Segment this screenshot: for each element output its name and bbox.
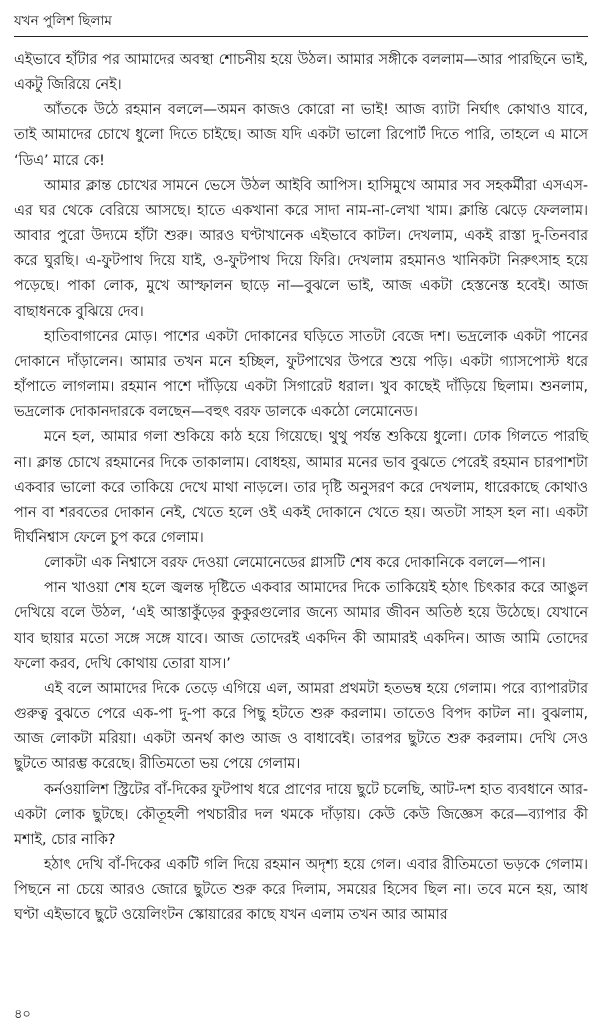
page-number: ৪০: [14, 1007, 31, 1022]
body-text: [14, 48, 588, 928]
paragraph: লোকটা এক নিশ্বাসে বরফ দেওয়া লেমোনেডের গ্লাসটি শেষ করে দোকানিকে বললে—পান।: [44, 555, 546, 572]
header-rule: [14, 36, 588, 37]
running-head-title: যখন পুলিশ ছিলাম: [14, 13, 112, 29]
paragraph: মনে হল, আমার গলা শুকিয়ে কাঠ হয়ে গিয়েছে। থুথু পর্যন্ত শুকিয়ে ধুলো। ঢোক গিলতে পারছি না। ক্লান্ত চোখে রহমানের দিকে তাকালাম। বোধহয়, আমার মনের ভাব বুঝতে পেরেই রহমান চারপাশটা একবার ভালো করে তাকিয়ে দেখে মাথা নাড়লে। তার দৃষ্টি অনুসরণ করে দেখলাম, ধারেকাছে কোথাও পান বা শরবতের দোকান নেই, খেতে হলে ওই একই দোকানে খেতে হয়। অতটা সাহস হল না। একটা দীর্ঘনিশ্বাস ফেলে চুপ করে গেলাম।: [14, 429, 588, 546]
paragraph: এইভাবে হাঁটার পর আমাদের অবস্থা শোচনীয় হয়ে উঠল। আমার সঙ্গীকে বললাম—আর পারছিনে ভাই, একটু জিরিয়ে নেই।: [14, 52, 588, 94]
paragraph: হাতিবাগানের মোড়। পাশের একটা দোকানের ঘড়িতে সাতটা বেজে দশ। ভদ্রলোক একটা পানের দোকানে দাঁড়ালেন। আমার তখন মনে হচ্ছিল, ফুটপাথের উপরে শুয়ে পড়ি। একটা গ্যাসপোস্ট ধরে হাঁপাতে লাগলাম। রহমান পাশে দাঁড়িয়ে একটা সিগারেট ধরাল। খুব কাছেই দাঁড়িয়ে ছিলাম। শুনলাম, ভদ্রলোক দোকানদারকে বলছেন—বহুৎ বরফ ডালকে একঠো লেমোনেড।: [14, 328, 589, 421]
paragraph: আমার ক্লান্ত চোখের সামনে ভেসে উঠল আইবি আপিস। হাসিমুখে আমার সব সহকর্মীরা এসএস-এর ঘর থেকে বেরিয়ে আসছে। হাতে একখানা করে সাদা নাম-না-লেখা খাম। ক্লান্তি ঝেড়ে ফেললাম। আবার পুরো উদ্যমে হাঁটা শুরু। আরও ঘণ্টাখানেক এইভাবে কাটল। দেখলাম, একই রাস্তা দু-তিনবার করে ঘুরছি। এ-ফুটপাথ দিয়ে যাই, ও-ফুটপাথ দিয়ে ফিরি। দেখলাম রহমানও খানিকটা নিরুৎসাহ হয়ে পড়েছে। পাকা লোক, মুখে আস্ফালন ছাড়ে না—বুঝলে ভাই, আজ একটা হেস্তনেস্ত হবেই। আজ বাছাধনকে বুঝিয়ে দেব।: [14, 177, 588, 320]
paragraph: আঁতকে উঠে রহমান বললে—অমন কাজও কোরো না ভাই! আজ ব্যাটা নির্ঘাৎ কোথাও যাবে, তাই আমাদের চোখে ধুলো দিতে চাইছে। আজ যদি একটা ভালো রিপোর্ট দিতে পারি, তাহলে এ মাসে ‘ডিএ’ মারে কে!: [14, 102, 588, 169]
paragraph: হঠাৎ দেখি বাঁ-দিকের একটি গলি দিয়ে রহমান অদৃশ্য হয়ে গেল। এবার রীতিমতো ভড়কে গেলাম। পিছনে না চেয়ে আরও জোরে ছুটতে শুরু করে দিলাম, সময়ের হিসেব ছিল না। তবে মনে হয়, আধ ঘণ্টা এইভাবে ছুটে ওয়েলিংটন স্কোয়ারের কাছে যখন এলাম তখন আর আমার: [14, 857, 588, 924]
paragraph: এই বলে আমাদের দিকে তেড়ে এগিয়ে এল, আমরা প্রথমটা হতভম্ব হয়ে গেলাম। পরে ব্যাপারটার গুরুত্ব বুঝতে পেরে এক-পা দু-পা করে পিছু হটতে শুরু করলাম। তাতেও বিপদ কাটল না। বুঝলাম, আজ লোকটা মরিয়া। একটা অনর্থ কাণ্ড আজ ও বাধাবেই। তারপর ছুটতে শুরু করলাম। দেখি সেও ছুটতে আরম্ভ করেছে। রীতিমতো ভয় পেয়ে গেলাম।: [14, 680, 588, 773]
paragraph: কর্নওয়ালিশ স্ট্রিটের বাঁ-দিকের ফুটপাথ ধরে প্রাণের দায়ে ছুটে চলেছি, আট-দশ হাত ব্যবধানে আর-একটা লোক ছুটছে। কৌতূহলী পথচারীর দল থমকে দাঁড়ায়। কেউ কেউ জিজ্ঞেস করে—ব্যাপার কী মশাই, চোর নাকি?: [14, 781, 588, 848]
paragraph: পান খাওয়া শেষ হলে জ্বলন্ত দৃষ্টিতে একবার আমাদের দিকে তাকিয়েই হঠাৎ চিৎকার করে আঙুল দেখিয়ে বলে উঠল, ‘এই আস্তাকুঁড়ের কুকুরগুলোর জন্যে আমার জীবন অতিষ্ঠ হয়ে উঠেছে। যেখানে যাব ছায়ার মতো সঙ্গে সঙ্গে যাবে। আজ তোদেরই একদিন কী আমারই একদিন। আজ আমি তোদের ফলো করব, দেখি কোথায় তোরা যাস।’: [14, 580, 588, 672]
